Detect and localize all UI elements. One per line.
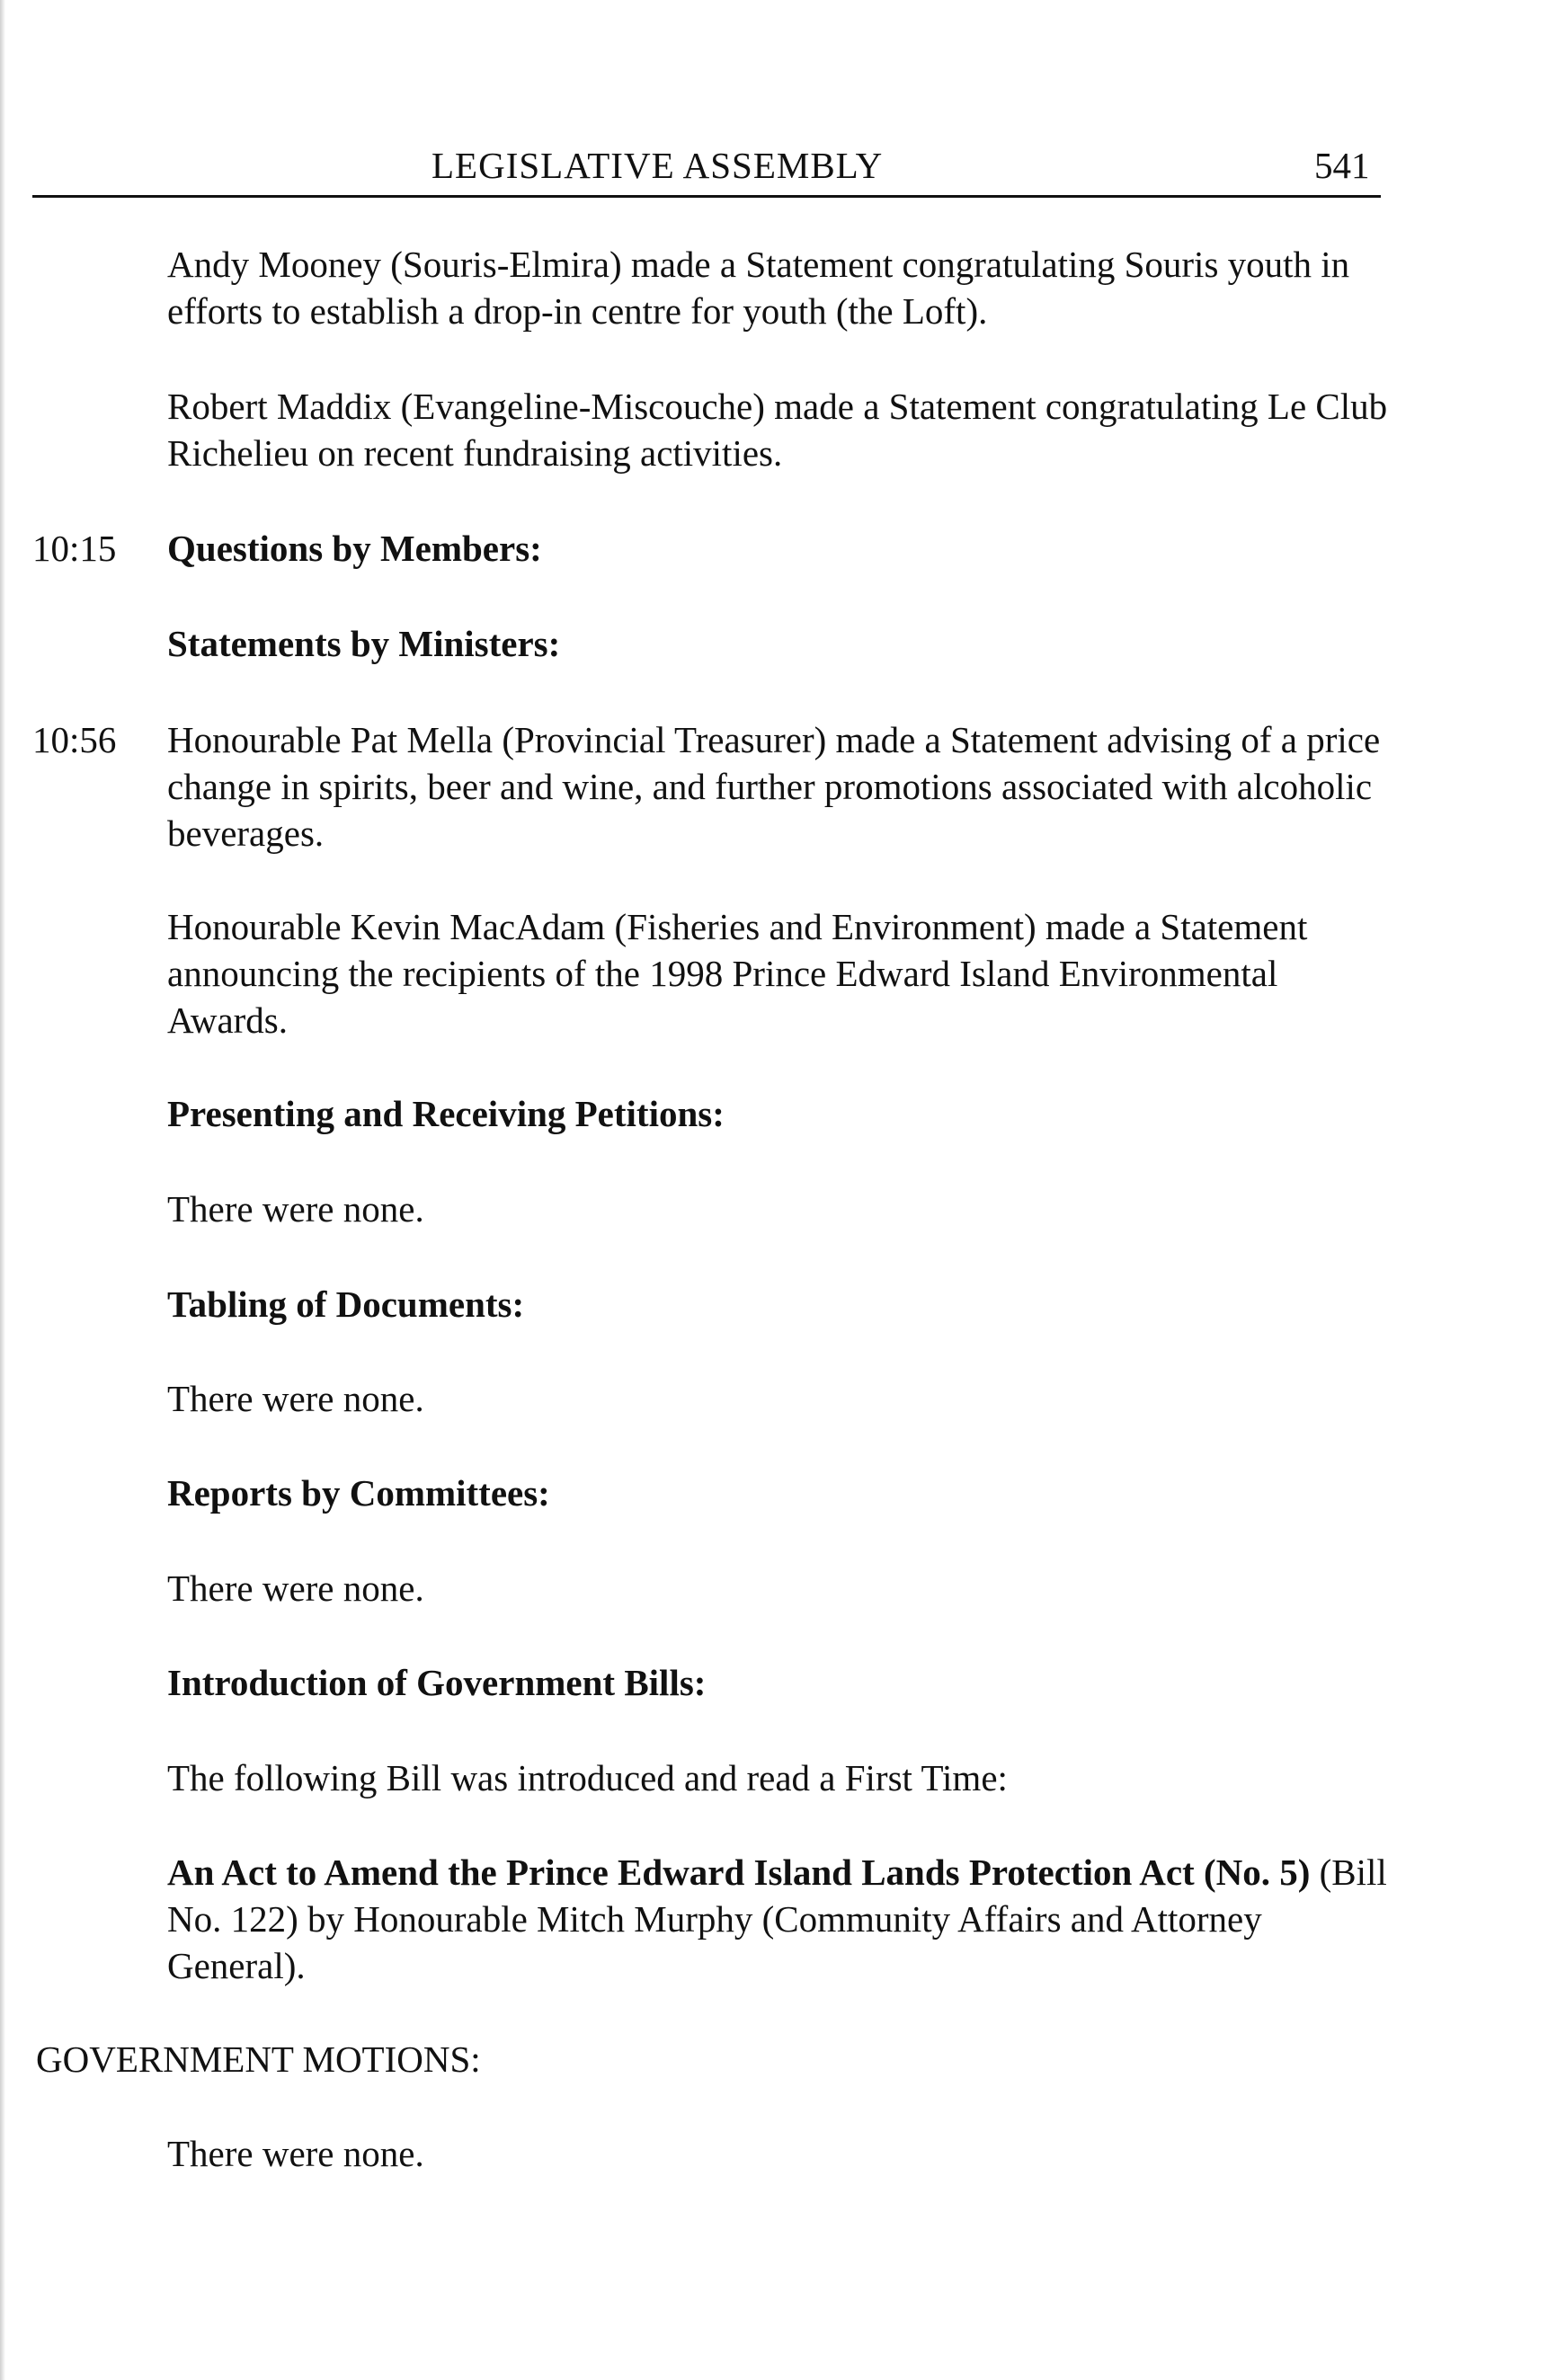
header-rule: [32, 195, 1381, 198]
statement-mella: Honourable Pat Mella (Provincial Treasurer) made a Statement advising of a price change in spirits, beer and wine, and further promotions associated with alcoholic beverages.: [167, 719, 1381, 854]
committees-text: There were none.: [167, 1567, 424, 1609]
statement-macadam: Honourable Kevin MacAdam (Fisheries and Environment) made a Statement announcing the recipients of the 1998 Prince Edward Island Environmental Awards.: [167, 906, 1308, 1041]
heading-government-motions: GOVERNMENT MOTIONS:: [36, 2038, 481, 2080]
scan-edge-shadow: [0, 0, 5, 2380]
heading-statements-by-ministers: Statements by Ministers:: [167, 623, 561, 664]
heading-questions-by-members: Questions by Members:: [167, 528, 542, 569]
heading-tabling-of-documents: Tabling of Documents:: [167, 1283, 525, 1325]
documents-text: There were none.: [167, 1378, 424, 1419]
time-stamp-ministers: 10:56: [32, 719, 117, 760]
running-header-title: LEGISLATIVE ASSEMBLY: [432, 145, 884, 186]
bill-title: An Act to Amend the Prince Edward Island Lands Protection Act (No. 5): [167, 1852, 1311, 1893]
motions-text: There were none.: [167, 2133, 424, 2174]
bill-details: (Bill No. 122) by Honourable Mitch Murphy (Community Affairs and Attorney General).: [167, 1852, 1387, 1986]
bill-entry: [167, 1849, 1390, 1989]
statement-mooney: Andy Mooney (Souris-Elmira) made a Statement congratulating Souris youth in efforts to establish a drop-in centre for youth (the Loft).: [167, 244, 1350, 332]
heading-government-bills: Introduction of Government Bills:: [167, 1662, 707, 1703]
page-number: 541: [1314, 145, 1370, 186]
statement-maddix: Robert Maddix (Evangeline-Miscouche) made a Statement congratulating Le Club Richelieu on recent fundraising activities.: [167, 386, 1388, 474]
heading-reports-by-committees: Reports by Committees:: [167, 1472, 550, 1514]
heading-petitions: Presenting and Receiving Petitions:: [167, 1093, 725, 1134]
petitions-text: There were none.: [167, 1188, 424, 1230]
bills-intro: The following Bill was introduced and read a First Time:: [167, 1757, 1008, 1798]
time-stamp-questions: 10:15: [32, 528, 117, 569]
